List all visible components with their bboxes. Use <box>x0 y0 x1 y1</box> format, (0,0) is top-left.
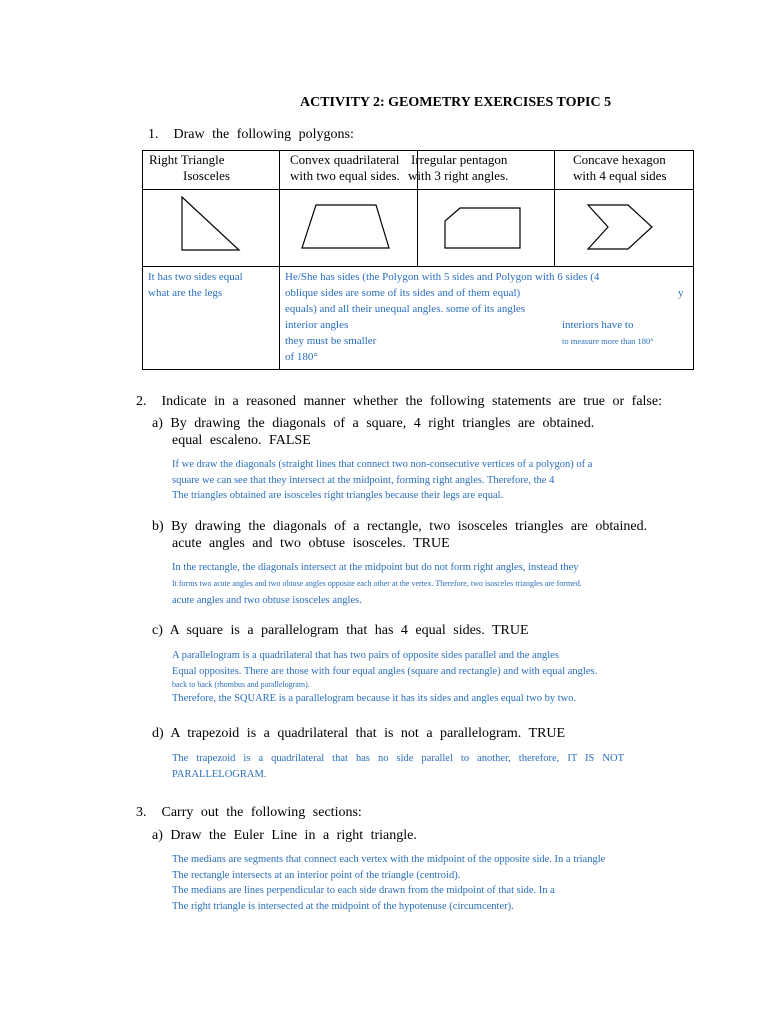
q2c-statement: c) A square is a parallelogram that has 4 equal sides. TRUE <box>152 623 529 638</box>
q2-heading <box>136 394 662 410</box>
answer-line: Therefore, the SQUARE is a parallelogram because it has its sides and angles equal two by two. <box>172 693 577 704</box>
desc-text: they must be smaller <box>285 335 377 347</box>
answer-line: The rectangle intersects at an interior point of the triangle (centroid). <box>172 869 461 881</box>
q3a-answer <box>172 852 605 914</box>
q3a-statement: a) Draw the Euler Line in a right triangle. <box>152 828 417 843</box>
header-text: Concave hexagon <box>573 152 666 167</box>
header-irregular-pentagon <box>408 151 555 190</box>
answer-line: back to back (rhombus and parallelogram). <box>172 680 310 689</box>
q2d-statement: d) A trapezoid is a quadrilateral that is not a parallelogram. TRUE <box>152 726 566 741</box>
header-concave-hexagon <box>555 151 694 190</box>
answer-line: Equal opposites. There are those with four equal angles (square and rectangle) and with equal angles. <box>172 665 598 677</box>
q2b-verdict: acute angles and two obtuse isosceles. TRUE <box>172 536 450 551</box>
header-text: Isosceles <box>183 168 230 183</box>
header-text: with 4 equal sides <box>573 168 667 183</box>
desc-cell-merged <box>280 267 694 370</box>
shape-cell-pentagon <box>418 190 555 267</box>
right-triangle-drawing <box>143 190 280 266</box>
q2a-statement: a) By drawing the diagonals of a square, 4 right triangles are obtained. <box>152 416 595 431</box>
q1-number: 1. <box>148 127 159 142</box>
hexagon-drawing <box>555 190 694 266</box>
answer-line: In the rectangle, the diagonals intersect at the midpoint but do not form right angles, instead they <box>172 562 579 573</box>
answer-line: It forms two acute angles and two obtuse angles opposite each other at the vertex. Therefore, two isosceles triangles are formed. <box>172 578 582 588</box>
q2b-answer <box>172 560 582 609</box>
answer-line: A parallelogram is a quadrilateral that has two pairs of opposite sides parallel and the angles <box>172 650 559 661</box>
q2c-answer <box>172 648 597 707</box>
desc-text: oblique sides are some of its sides and of them equal) <box>285 287 521 299</box>
header-text: Right Triangle <box>149 152 225 167</box>
header-convex-quadrilateral <box>280 151 418 190</box>
pentagon-drawing <box>418 190 555 266</box>
q2-text: Indicate in a reasoned manner whether the following statements are true or false: <box>161 394 662 409</box>
header-text: with two equal sides. <box>290 168 400 183</box>
q2b-statement: b) By drawing the diagonals of a rectangle, two isosceles triangles are obtained. <box>152 519 648 534</box>
trapezoid-drawing <box>280 190 418 266</box>
answer-line: The trapezoid is a quadrilateral that has no side parallel to another, therefore, IT IS NOT <box>172 753 624 764</box>
shape-cell-right-triangle <box>143 190 280 267</box>
polygon-table <box>142 150 694 370</box>
q1-heading <box>148 127 354 143</box>
answer-line: acute angles and two obtuse isosceles angles. <box>172 595 362 606</box>
page-title: ACTIVITY 2: GEOMETRY EXERCISES TOPIC 5 <box>300 95 612 110</box>
desc-cell-right-triangle <box>143 267 280 370</box>
q1-text: Draw the following polygons: <box>173 127 354 142</box>
desc-text: He/She has sides (the Polygon with 5 sides and Polygon with 6 sides (4 <box>285 271 600 283</box>
answer-line: The medians are lines perpendicular to each side drawn from the midpoint of that side. In a <box>172 885 555 896</box>
q3-text: Carry out the following sections: <box>161 805 362 820</box>
desc-text: what are the legs <box>148 287 223 299</box>
desc-text: interior angles <box>285 319 349 331</box>
header-text: Irregular pentagon <box>411 152 508 167</box>
answer-line: PARALLELOGRAM. <box>172 768 267 780</box>
desc-text: interiors have to <box>562 319 634 331</box>
answer-line: If we draw the diagonals (straight lines that connect two non-consecutive vertices of a polygon) of a <box>172 459 593 470</box>
desc-text: of 180° <box>285 351 318 363</box>
header-text: with 3 right angles. <box>408 168 509 183</box>
header-text: Convex quadrilateral <box>290 152 400 167</box>
q2d-answer <box>172 751 624 782</box>
desc-text: It has two sides equal <box>148 271 243 283</box>
q2a-answer <box>172 457 592 504</box>
shape-cell-hexagon <box>555 190 694 267</box>
answer-line: The right triangle is intersected at the midpoint of the hypotenuse (circumcenter). <box>172 900 514 912</box>
shape-cell-quadrilateral <box>280 190 418 267</box>
desc-text: to measure more than 180° <box>562 336 654 346</box>
answer-line: The triangles obtained are isosceles right triangles because their legs are equal. <box>172 490 504 501</box>
header-right-triangle <box>143 151 280 190</box>
answer-line: square we can see that they intersect at the midpoint, forming right angles. Therefore, the 4 <box>172 474 555 486</box>
desc-text: y <box>678 287 684 299</box>
desc-text: equals) and all their unequal angles. some of its angles <box>285 303 526 315</box>
q2-number: 2. <box>136 394 147 409</box>
q3-number: 3. <box>136 805 147 820</box>
q3-heading <box>136 805 362 821</box>
q2a-verdict: equal escaleno. FALSE <box>172 433 311 448</box>
answer-line: The medians are segments that connect each vertex with the midpoint of the opposite side. In a triangle <box>172 854 606 865</box>
